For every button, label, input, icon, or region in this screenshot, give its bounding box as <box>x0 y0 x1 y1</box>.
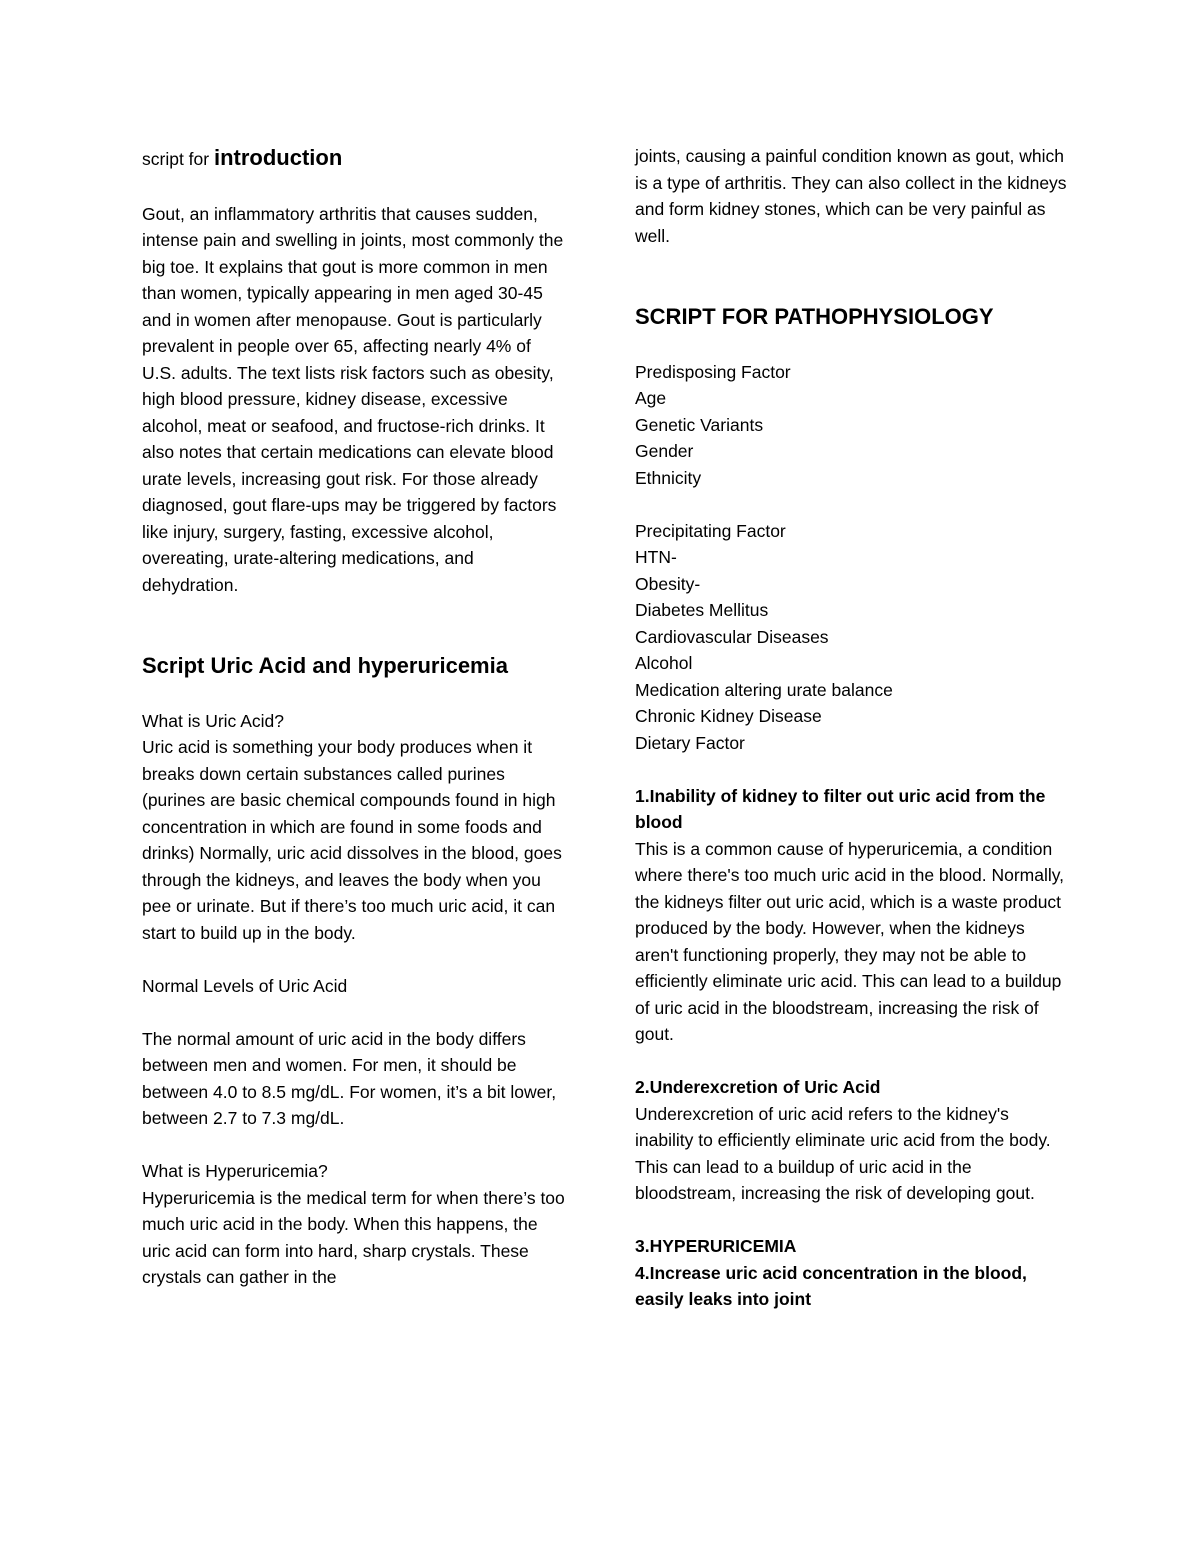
list-item: Diabetes Mellitus <box>635 600 769 620</box>
list-item: Alcohol <box>635 653 693 673</box>
intro-title: introduction <box>213 145 343 170</box>
normal-levels-label: Normal Levels of Uric Acid <box>142 975 348 996</box>
list-item: Obesity- <box>635 573 701 594</box>
list-item: Medication altering urate balance <box>635 679 893 700</box>
precipitating-label: Precipitating Factor <box>635 520 786 541</box>
list-item: Age <box>635 388 667 408</box>
predisposing-label: Predisposing Factor <box>635 361 791 382</box>
predisposing-list <box>635 385 1070 491</box>
point4-title: 4.Increase uric acid concentration in the blood, easily leaks into joint <box>635 1262 1027 1309</box>
point3-title: 3.HYPERURICEMIA <box>635 1236 797 1256</box>
intro-prefix: script for <box>142 149 214 169</box>
uric-acid-answer: Uric acid is something your body produces when it breaks down certain substances called purines (purines are basic chemical compounds found in high concentration in which are found in some foods and drinks) Normally, uric acid dissolves in the blood, goes through the kidneys, and leaves the body when you pee or urinate. But if there’s too much uric acid, it can start to build up in the body. <box>142 737 562 943</box>
list-item: Cardiovascular Diseases <box>635 626 829 647</box>
point1-body: This is a common cause of hyperuricemia, a condition where there's too much uric acid in the blood. Normally, the kidneys filter out uric acid, which is a waste product produced by the body. However, when the kidneys aren't functioning properly, they may not be able to efficiently eliminate uric acid. This can lead to a buildup of uric acid in the bloodstream, increasing the risk of gout. <box>635 838 1065 1044</box>
list-item: Gender <box>635 441 694 461</box>
hyperuricemia-question: What is Hyperuricemia? <box>142 1161 328 1181</box>
intro-body: Gout, an inflammatory arthritis that causes sudden, intense pain and swelling in joints, most commonly the big toe. It explains that gout is more common in men than women, typically appearing in men aged 30-45 and in women after menopause. Gout is particularly prevalent in people over 65, affecting nearly 4% of U.S. adults. The text lists risk factors such as obesity, high blood pressure, kidney disease, excessive alcohol, meat or seafood, and fructose-rich drinks. It also notes that certain medications can elevate blood urate levels, increasing gout risk. For those already diagnosed, gout flare-ups may be triggered by factors like injury, surgery, fasting, excessive alcohol, overeating, urate-altering medications, and dehydration. <box>142 203 564 595</box>
point1-title: 1.Inability of kidney to filter out uric acid from the blood <box>635 785 1046 832</box>
hyperuricemia-answer: Hyperuricemia is the medical term for when there’s too much uric acid in the body. When this happens, the uric acid can form into hard, sharp crystals. These crystals can gather in the <box>142 1187 565 1287</box>
right-column <box>635 143 1070 1313</box>
list-item: Ethnicity <box>635 467 702 488</box>
list-item: HTN- <box>635 547 677 567</box>
left-column <box>142 143 567 1291</box>
continuation-text: joints, causing a painful condition known as gout, which is a type of arthritis. They can also collect in the kidneys and form kidney stones, which can be very painful as well. <box>635 146 1067 246</box>
intro-heading <box>142 143 567 174</box>
point2-body: Underexcretion of uric acid refers to the kidney's inability to efficiently eliminate uric acid from the body. This can lead to a buildup of uric acid in the bloodstream, increasing the risk of developing gout. <box>635 1103 1051 1203</box>
point2-title: 2.Underexcretion of Uric Acid <box>635 1077 881 1097</box>
precipitating-list <box>635 544 1070 756</box>
list-item: Dietary Factor <box>635 732 745 753</box>
normal-levels-body: The normal amount of uric acid in the body differs between men and women. For men, it should be between 4.0 to 8.5 mg/dL. For women, it’s a bit lower, between 2.7 to 7.3 mg/dL. <box>142 1028 557 1128</box>
uric-acid-question: What is Uric Acid? <box>142 710 284 731</box>
list-item: Genetic Variants <box>635 414 764 435</box>
list-item: Chronic Kidney Disease <box>635 706 822 726</box>
pathophysiology-heading: SCRIPT FOR PATHOPHYSIOLOGY <box>635 304 994 329</box>
uric-acid-heading: Script Uric Acid and hyperuricemia <box>142 653 508 678</box>
